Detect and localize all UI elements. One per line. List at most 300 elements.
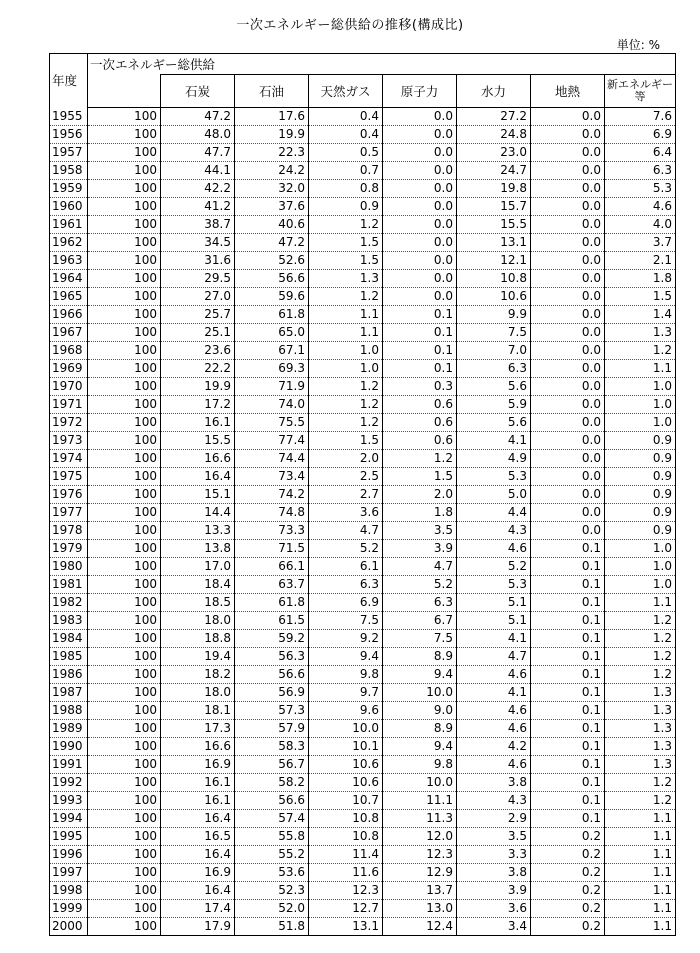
cell-total: 100: [88, 180, 161, 198]
cell-nuclear: 12.4: [383, 918, 457, 936]
cell-year: 1990: [50, 738, 88, 756]
cell-coal: 25.7: [161, 306, 235, 324]
cell-coal: 27.0: [161, 288, 235, 306]
cell-year: 1956: [50, 126, 88, 144]
cell-coal: 44.1: [161, 162, 235, 180]
cell-hydro: 4.3: [457, 522, 531, 540]
table-row: [50, 810, 676, 828]
cell-geothermal: 0.0: [531, 180, 605, 198]
cell-nuclear: 8.9: [383, 648, 457, 666]
cell-total: 100: [88, 558, 161, 576]
cell-nuclear: 4.7: [383, 558, 457, 576]
cell-year: 1993: [50, 792, 88, 810]
cell-year: 1955: [50, 108, 88, 126]
cell-nuclear: 0.6: [383, 396, 457, 414]
table-row: [50, 216, 676, 234]
table-row: [50, 846, 676, 864]
cell-coal: 18.2: [161, 666, 235, 684]
cell-coal: 14.4: [161, 504, 235, 522]
cell-natural-gas: 0.4: [309, 108, 383, 126]
cell-oil: 71.9: [235, 378, 309, 396]
cell-new-energy: 6.4: [605, 144, 676, 162]
cell-geothermal: 0.1: [531, 594, 605, 612]
cell-hydro: 4.9: [457, 450, 531, 468]
cell-natural-gas: 10.1: [309, 738, 383, 756]
cell-coal: 47.2: [161, 108, 235, 126]
cell-nuclear: 0.0: [383, 252, 457, 270]
cell-new-energy: 1.0: [605, 378, 676, 396]
cell-geothermal: 0.0: [531, 522, 605, 540]
cell-nuclear: 0.0: [383, 126, 457, 144]
cell-hydro: 5.3: [457, 576, 531, 594]
cell-new-energy: 1.5: [605, 288, 676, 306]
cell-total: 100: [88, 306, 161, 324]
cell-natural-gas: 1.5: [309, 252, 383, 270]
cell-geothermal: 0.0: [531, 144, 605, 162]
cell-coal: 16.4: [161, 882, 235, 900]
cell-geothermal: 0.0: [531, 198, 605, 216]
cell-geothermal: 0.0: [531, 432, 605, 450]
cell-geothermal: 0.1: [531, 666, 605, 684]
cell-total: 100: [88, 396, 161, 414]
cell-new-energy: 1.3: [605, 756, 676, 774]
cell-geothermal: 0.0: [531, 234, 605, 252]
cell-oil: 56.6: [235, 792, 309, 810]
cell-natural-gas: 2.5: [309, 468, 383, 486]
table-row: [50, 702, 676, 720]
cell-coal: 17.3: [161, 720, 235, 738]
cell-new-energy: 1.0: [605, 558, 676, 576]
cell-oil: 59.2: [235, 630, 309, 648]
cell-hydro: 10.8: [457, 270, 531, 288]
table-row: [50, 198, 676, 216]
cell-nuclear: 0.0: [383, 288, 457, 306]
header-new-energy: [605, 75, 676, 108]
cell-geothermal: 0.1: [531, 774, 605, 792]
cell-oil: 59.6: [235, 288, 309, 306]
table-row: [50, 126, 676, 144]
cell-nuclear: 0.0: [383, 234, 457, 252]
cell-coal: 17.4: [161, 900, 235, 918]
cell-natural-gas: 6.9: [309, 594, 383, 612]
cell-geothermal: 0.0: [531, 504, 605, 522]
cell-natural-gas: 6.3: [309, 576, 383, 594]
cell-hydro: 9.9: [457, 306, 531, 324]
cell-oil: 61.5: [235, 612, 309, 630]
header-total-blank: [88, 75, 161, 108]
cell-coal: 47.7: [161, 144, 235, 162]
cell-nuclear: 6.7: [383, 612, 457, 630]
cell-oil: 40.6: [235, 216, 309, 234]
cell-nuclear: 12.3: [383, 846, 457, 864]
cell-total: 100: [88, 666, 161, 684]
cell-oil: 52.3: [235, 882, 309, 900]
cell-year: 1989: [50, 720, 88, 738]
cell-hydro: 4.2: [457, 738, 531, 756]
cell-coal: 15.5: [161, 432, 235, 450]
cell-geothermal: 0.0: [531, 252, 605, 270]
cell-nuclear: 1.5: [383, 468, 457, 486]
cell-new-energy: 1.1: [605, 594, 676, 612]
cell-nuclear: 0.1: [383, 306, 457, 324]
cell-hydro: 4.3: [457, 792, 531, 810]
cell-nuclear: 0.0: [383, 162, 457, 180]
table-row: [50, 900, 676, 918]
cell-coal: 17.2: [161, 396, 235, 414]
cell-coal: 13.3: [161, 522, 235, 540]
cell-new-energy: 1.2: [605, 342, 676, 360]
cell-coal: 16.4: [161, 468, 235, 486]
cell-hydro: 5.6: [457, 378, 531, 396]
cell-oil: 57.4: [235, 810, 309, 828]
cell-natural-gas: 3.6: [309, 504, 383, 522]
cell-oil: 69.3: [235, 360, 309, 378]
cell-new-energy: 6.3: [605, 162, 676, 180]
cell-oil: 63.7: [235, 576, 309, 594]
cell-geothermal: 0.0: [531, 468, 605, 486]
cell-year: 1972: [50, 414, 88, 432]
cell-year: 1984: [50, 630, 88, 648]
cell-coal: 48.0: [161, 126, 235, 144]
cell-hydro: 15.5: [457, 216, 531, 234]
cell-oil: 56.9: [235, 684, 309, 702]
cell-new-energy: 1.2: [605, 612, 676, 630]
cell-year: 1997: [50, 864, 88, 882]
cell-oil: 37.6: [235, 198, 309, 216]
cell-year: 1970: [50, 378, 88, 396]
cell-oil: 56.7: [235, 756, 309, 774]
cell-total: 100: [88, 630, 161, 648]
cell-nuclear: 0.0: [383, 144, 457, 162]
cell-total: 100: [88, 810, 161, 828]
cell-nuclear: 0.1: [383, 342, 457, 360]
cell-oil: 55.2: [235, 846, 309, 864]
cell-geothermal: 0.2: [531, 864, 605, 882]
cell-natural-gas: 11.4: [309, 846, 383, 864]
header-year: 年度: [50, 54, 88, 108]
cell-geothermal: 0.0: [531, 126, 605, 144]
cell-natural-gas: 1.1: [309, 306, 383, 324]
cell-year: 1994: [50, 810, 88, 828]
cell-nuclear: 9.8: [383, 756, 457, 774]
cell-natural-gas: 4.7: [309, 522, 383, 540]
cell-coal: 42.2: [161, 180, 235, 198]
cell-total: 100: [88, 540, 161, 558]
cell-oil: 57.3: [235, 702, 309, 720]
cell-new-energy: 0.9: [605, 468, 676, 486]
cell-total: 100: [88, 648, 161, 666]
cell-total: 100: [88, 270, 161, 288]
cell-new-energy: 1.1: [605, 918, 676, 936]
cell-coal: 18.4: [161, 576, 235, 594]
cell-new-energy: 1.2: [605, 666, 676, 684]
cell-oil: 55.8: [235, 828, 309, 846]
cell-total: 100: [88, 882, 161, 900]
cell-geothermal: 0.0: [531, 414, 605, 432]
cell-hydro: 5.1: [457, 594, 531, 612]
cell-total: 100: [88, 504, 161, 522]
cell-coal: 18.8: [161, 630, 235, 648]
cell-hydro: 10.6: [457, 288, 531, 306]
cell-new-energy: 1.0: [605, 576, 676, 594]
cell-hydro: 15.7: [457, 198, 531, 216]
cell-new-energy: 1.1: [605, 810, 676, 828]
cell-coal: 18.0: [161, 612, 235, 630]
cell-oil: 32.0: [235, 180, 309, 198]
cell-total: 100: [88, 360, 161, 378]
cell-hydro: 4.1: [457, 684, 531, 702]
cell-nuclear: 3.5: [383, 522, 457, 540]
table-row: [50, 792, 676, 810]
cell-oil: 58.3: [235, 738, 309, 756]
cell-coal: 19.4: [161, 648, 235, 666]
cell-new-energy: 1.3: [605, 702, 676, 720]
cell-natural-gas: 0.5: [309, 144, 383, 162]
cell-oil: 56.3: [235, 648, 309, 666]
cell-year: 1975: [50, 468, 88, 486]
cell-geothermal: 0.1: [531, 540, 605, 558]
cell-geothermal: 0.0: [531, 270, 605, 288]
cell-total: 100: [88, 378, 161, 396]
cell-total: 100: [88, 594, 161, 612]
cell-new-energy: 1.1: [605, 360, 676, 378]
cell-year: 1968: [50, 342, 88, 360]
cell-total: 100: [88, 918, 161, 936]
cell-oil: 24.2: [235, 162, 309, 180]
table-row: [50, 342, 676, 360]
cell-nuclear: 11.3: [383, 810, 457, 828]
cell-new-energy: 7.6: [605, 108, 676, 126]
cell-year: 1966: [50, 306, 88, 324]
cell-oil: 61.8: [235, 306, 309, 324]
cell-year: 1976: [50, 486, 88, 504]
cell-nuclear: 0.0: [383, 216, 457, 234]
cell-new-energy: 1.2: [605, 648, 676, 666]
cell-nuclear: 0.3: [383, 378, 457, 396]
cell-hydro: 4.6: [457, 666, 531, 684]
cell-nuclear: 6.3: [383, 594, 457, 612]
cell-nuclear: 0.0: [383, 198, 457, 216]
cell-oil: 74.2: [235, 486, 309, 504]
cell-total: 100: [88, 198, 161, 216]
cell-natural-gas: 1.2: [309, 216, 383, 234]
cell-year: 1978: [50, 522, 88, 540]
cell-new-energy: 1.3: [605, 738, 676, 756]
cell-total: 100: [88, 720, 161, 738]
cell-year: 1980: [50, 558, 88, 576]
cell-nuclear: 2.0: [383, 486, 457, 504]
cell-hydro: 4.4: [457, 504, 531, 522]
table-row: [50, 288, 676, 306]
cell-year: 1969: [50, 360, 88, 378]
energy-supply-table: [49, 53, 676, 936]
table-row: [50, 684, 676, 702]
cell-year: 1992: [50, 774, 88, 792]
cell-hydro: 5.0: [457, 486, 531, 504]
cell-new-energy: 3.7: [605, 234, 676, 252]
cell-oil: 77.4: [235, 432, 309, 450]
cell-new-energy: 1.1: [605, 900, 676, 918]
cell-total: 100: [88, 468, 161, 486]
cell-geothermal: 0.1: [531, 684, 605, 702]
cell-nuclear: 7.5: [383, 630, 457, 648]
cell-hydro: 3.4: [457, 918, 531, 936]
cell-oil: 74.4: [235, 450, 309, 468]
cell-natural-gas: 1.1: [309, 324, 383, 342]
cell-oil: 74.0: [235, 396, 309, 414]
cell-natural-gas: 6.1: [309, 558, 383, 576]
cell-nuclear: 0.1: [383, 360, 457, 378]
cell-natural-gas: 5.2: [309, 540, 383, 558]
cell-hydro: 7.5: [457, 324, 531, 342]
cell-hydro: 5.1: [457, 612, 531, 630]
cell-nuclear: 0.0: [383, 180, 457, 198]
cell-new-energy: 0.9: [605, 522, 676, 540]
table-row: [50, 252, 676, 270]
cell-oil: 56.6: [235, 666, 309, 684]
cell-geothermal: 0.2: [531, 918, 605, 936]
cell-nuclear: 11.1: [383, 792, 457, 810]
cell-total: 100: [88, 846, 161, 864]
cell-geothermal: 0.2: [531, 846, 605, 864]
cell-nuclear: 1.8: [383, 504, 457, 522]
cell-total: 100: [88, 792, 161, 810]
table-row: [50, 720, 676, 738]
cell-coal: 17.0: [161, 558, 235, 576]
cell-natural-gas: 10.6: [309, 756, 383, 774]
header-hydro: 水力: [457, 75, 531, 108]
cell-total: 100: [88, 576, 161, 594]
cell-year: 1974: [50, 450, 88, 468]
cell-year: 1961: [50, 216, 88, 234]
cell-total: 100: [88, 234, 161, 252]
table-row: [50, 864, 676, 882]
cell-geothermal: 0.2: [531, 900, 605, 918]
cell-hydro: 5.6: [457, 414, 531, 432]
cell-natural-gas: 7.5: [309, 612, 383, 630]
cell-new-energy: 1.0: [605, 396, 676, 414]
cell-total: 100: [88, 738, 161, 756]
cell-geothermal: 0.1: [531, 648, 605, 666]
cell-hydro: 5.2: [457, 558, 531, 576]
cell-hydro: 5.9: [457, 396, 531, 414]
cell-total: 100: [88, 900, 161, 918]
cell-nuclear: 9.4: [383, 666, 457, 684]
cell-hydro: 4.1: [457, 432, 531, 450]
table-row: [50, 666, 676, 684]
table-row: [50, 360, 676, 378]
cell-oil: 74.8: [235, 504, 309, 522]
cell-coal: 16.9: [161, 756, 235, 774]
cell-year: 1960: [50, 198, 88, 216]
table-row: [50, 162, 676, 180]
cell-geothermal: 0.2: [531, 828, 605, 846]
cell-oil: 58.2: [235, 774, 309, 792]
table-row: [50, 414, 676, 432]
cell-hydro: 3.5: [457, 828, 531, 846]
cell-natural-gas: 9.2: [309, 630, 383, 648]
table-row: [50, 378, 676, 396]
table-row: [50, 324, 676, 342]
cell-natural-gas: 1.2: [309, 288, 383, 306]
cell-total: 100: [88, 522, 161, 540]
cell-natural-gas: 2.7: [309, 486, 383, 504]
table-row: [50, 468, 676, 486]
table-row: [50, 594, 676, 612]
cell-year: 1962: [50, 234, 88, 252]
cell-total: 100: [88, 144, 161, 162]
cell-nuclear: 0.6: [383, 414, 457, 432]
cell-year: 1987: [50, 684, 88, 702]
cell-total: 100: [88, 108, 161, 126]
cell-natural-gas: 0.9: [309, 198, 383, 216]
cell-nuclear: 12.9: [383, 864, 457, 882]
cell-natural-gas: 10.7: [309, 792, 383, 810]
cell-nuclear: 9.0: [383, 702, 457, 720]
cell-natural-gas: 1.0: [309, 360, 383, 378]
cell-natural-gas: 12.3: [309, 882, 383, 900]
cell-natural-gas: 12.7: [309, 900, 383, 918]
table-row: [50, 774, 676, 792]
cell-year: 1973: [50, 432, 88, 450]
cell-natural-gas: 1.5: [309, 234, 383, 252]
cell-coal: 16.1: [161, 774, 235, 792]
cell-year: 1999: [50, 900, 88, 918]
table-row: [50, 630, 676, 648]
cell-natural-gas: 0.4: [309, 126, 383, 144]
cell-oil: 57.9: [235, 720, 309, 738]
cell-total: 100: [88, 252, 161, 270]
cell-hydro: 24.7: [457, 162, 531, 180]
cell-natural-gas: 13.1: [309, 918, 383, 936]
header-new-energy-line1: 新エネルギー: [607, 78, 673, 91]
cell-coal: 16.1: [161, 792, 235, 810]
table-row: [50, 738, 676, 756]
cell-total: 100: [88, 756, 161, 774]
table-row: [50, 486, 676, 504]
cell-hydro: 4.6: [457, 720, 531, 738]
cell-coal: 18.5: [161, 594, 235, 612]
cell-nuclear: 12.0: [383, 828, 457, 846]
cell-natural-gas: 1.2: [309, 414, 383, 432]
cell-oil: 66.1: [235, 558, 309, 576]
cell-new-energy: 2.1: [605, 252, 676, 270]
header-geothermal: 地熱: [531, 75, 605, 108]
cell-new-energy: 0.9: [605, 504, 676, 522]
cell-coal: 13.8: [161, 540, 235, 558]
cell-geothermal: 0.0: [531, 306, 605, 324]
cell-year: 1971: [50, 396, 88, 414]
cell-natural-gas: 2.0: [309, 450, 383, 468]
cell-natural-gas: 11.6: [309, 864, 383, 882]
table-row: [50, 576, 676, 594]
cell-oil: 67.1: [235, 342, 309, 360]
cell-geothermal: 0.0: [531, 360, 605, 378]
cell-oil: 17.6: [235, 108, 309, 126]
cell-year: 1977: [50, 504, 88, 522]
cell-new-energy: 1.4: [605, 306, 676, 324]
cell-nuclear: 3.9: [383, 540, 457, 558]
cell-coal: 18.1: [161, 702, 235, 720]
cell-year: 1964: [50, 270, 88, 288]
cell-total: 100: [88, 450, 161, 468]
cell-year: 1965: [50, 288, 88, 306]
cell-new-energy: 1.1: [605, 882, 676, 900]
cell-oil: 75.5: [235, 414, 309, 432]
cell-natural-gas: 1.3: [309, 270, 383, 288]
cell-new-energy: 1.0: [605, 414, 676, 432]
table-row: [50, 540, 676, 558]
